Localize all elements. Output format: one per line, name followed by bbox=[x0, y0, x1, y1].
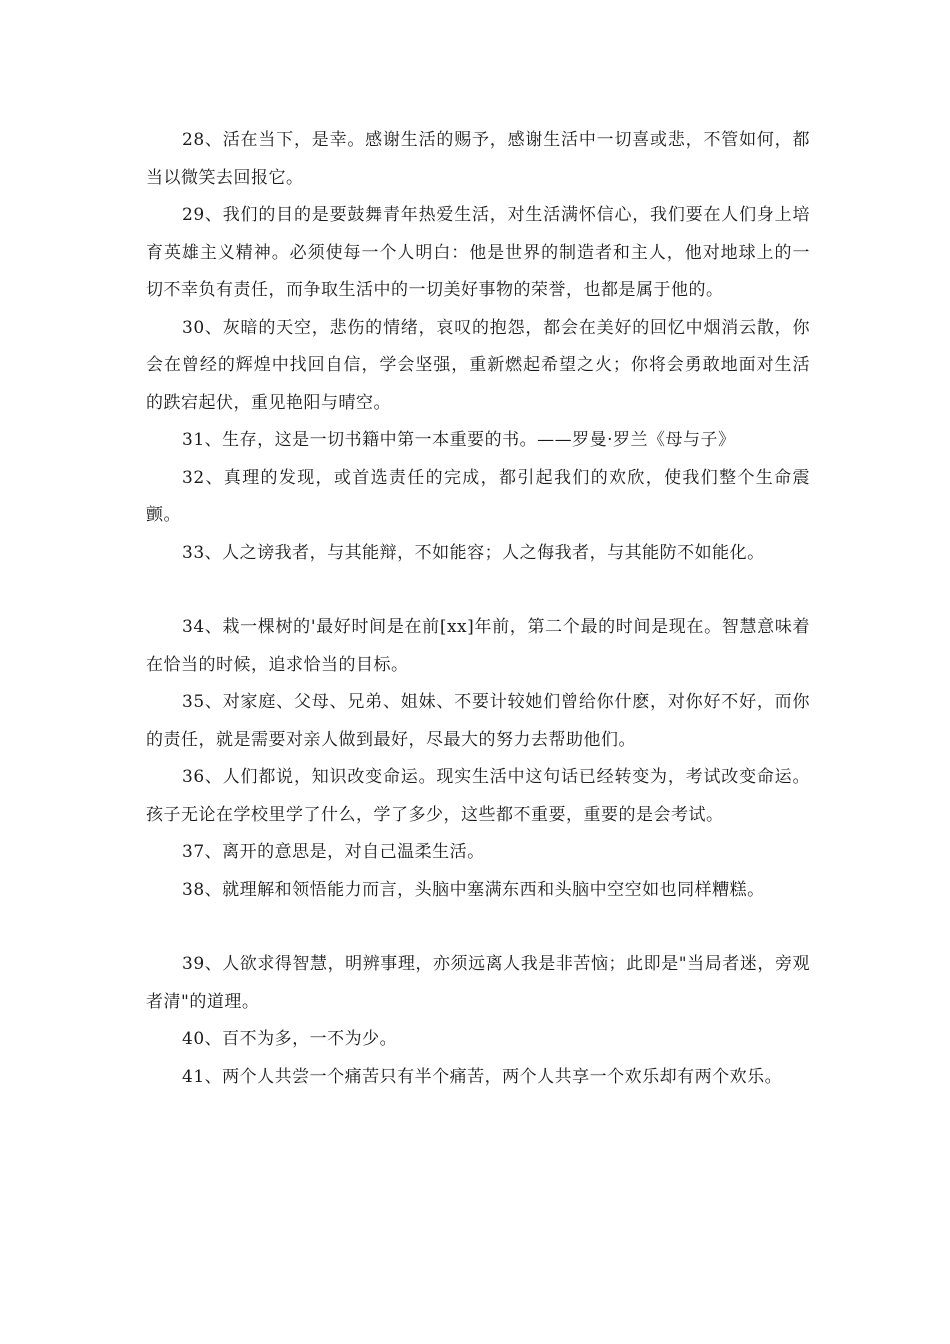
paragraph-36: 36、人们都说，知识改变命运。现实生活中这句话已经转变为，考试改变命运。孩子无论在学校里学了什么，学了多少，这些都不重要，重要的是会考试。 bbox=[146, 767, 810, 825]
paragraph-gap bbox=[146, 909, 810, 946]
paragraph-38: 38、就理解和领悟能力而言，头脑中塞满东西和头脑中空空如也同样糟糕。 bbox=[182, 879, 765, 900]
paragraph-37: 37、离开的意思是，对自己温柔生活。 bbox=[182, 842, 485, 862]
paragraph-35: 35、对家庭、父母、兄弟、姐妹、不要计较她们曾给你什麽，对你好不好，而你的责任，就是需要对亲人做到最好，尽最大的努力去帮助他们。 bbox=[146, 692, 810, 750]
paragraph-30: 30、灰暗的天空，悲伤的情绪，哀叹的抱怨，都会在美好的回忆中烟消云散，你会在曾经的辉煌中找回自信，学会坚强，重新燃起希望之火；你将会勇敢地面对生活的跌宕起伏，重见艳阳与晴空。 bbox=[146, 317, 810, 413]
paragraph-29: 29、我们的目的是要鼓舞青年热爱生活，对生活满怀信心，我们要在人们身上培育英雄主义精神。必须使每一个人明白：他是世界的制造者和主人，他对地球上的一切不幸负有责任，而争取生活中的一切美好事物的荣誉，也都是属于他的。 bbox=[146, 205, 810, 300]
paragraph-41: 41、两个人共尝一个痛苦只有半个痛苦，两个人共享一个欢乐却有两个欢乐。 bbox=[182, 1066, 783, 1087]
paragraph-31: 31、生存，这是一切书籍中第一本重要的书。——罗曼·罗兰《母与子》 bbox=[182, 430, 736, 450]
paragraph-34: 34、栽一棵树的'最好时间是在前[xx]年前，第二个最的时间是现在。智慧意味着在恰当的时候，追求恰当的目标。 bbox=[146, 617, 810, 675]
paragraph-33: 33、人之谤我者，与其能辩，不如能容；人之侮我者，与其能防不如能化。 bbox=[182, 542, 765, 563]
paragraph-28: 28、活在当下，是幸。感谢生活的赐予，感谢生活中一切喜或悲，不管如何，都当以微笑去回报它。 bbox=[146, 130, 810, 188]
paragraph-40: 40、百不为多，一不为少。 bbox=[182, 1029, 398, 1049]
paragraph-gap bbox=[146, 572, 810, 609]
document-body bbox=[146, 122, 810, 1096]
paragraph-39: 39、人欲求得智慧，明辨事理，亦须远离人我是非苦恼；此即是"当局者迷，旁观者清"的道理。 bbox=[146, 954, 810, 1012]
paragraph-32: 32、真理的发现，或首选责任的完成，都引起我们的欢欣，使我们整个生命震颤。 bbox=[146, 467, 810, 525]
